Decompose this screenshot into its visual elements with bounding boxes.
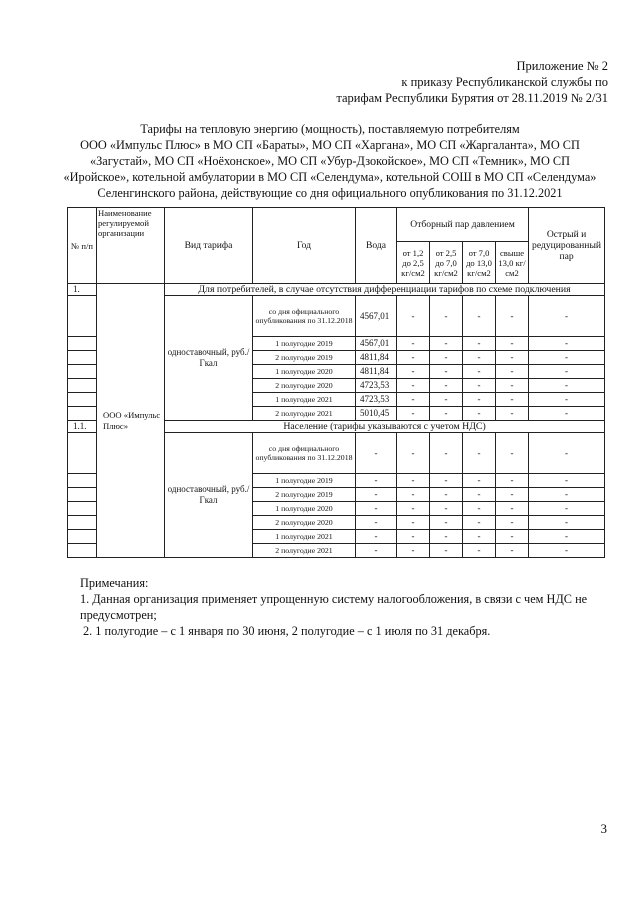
- header-num: № п/п: [68, 208, 97, 284]
- dash-cell: -: [397, 488, 430, 502]
- period-cell: 1 полугодие 2019: [253, 337, 356, 351]
- dash-cell: -: [529, 337, 605, 351]
- dash-cell: -: [397, 502, 430, 516]
- period-cell: 2 полугодие 2020: [253, 379, 356, 393]
- tariff-table: [67, 207, 605, 558]
- title-line-1: Тарифы на тепловую энергию (мощность), поставляемую потребителям: [140, 122, 520, 136]
- water-value: -: [356, 488, 397, 502]
- dash-cell: -: [463, 474, 496, 488]
- dash-cell: -: [529, 474, 605, 488]
- period-cell: 2 полугодие 2019: [253, 488, 356, 502]
- dash-cell: -: [496, 351, 529, 365]
- appendix-line-2: к приказу Республиканской службы по: [401, 75, 608, 89]
- period-cell: 2 полугодие 2019: [253, 351, 356, 365]
- water-value: 4811,84: [356, 351, 397, 365]
- section-1-num: 1.: [68, 284, 97, 296]
- dash-cell: -: [397, 530, 430, 544]
- dash-cell: -: [430, 433, 463, 474]
- dash-cell: -: [430, 516, 463, 530]
- dash-cell: -: [463, 351, 496, 365]
- num-cell: [68, 351, 97, 365]
- org-name: ООО «Импульс Плюс»: [97, 284, 165, 558]
- dash-cell: -: [496, 502, 529, 516]
- section-1-tariff-type: одноставочный, руб./Гкал: [165, 296, 253, 421]
- dash-cell: -: [496, 407, 529, 421]
- title-line-4: «Иройское», котельной амбулатории в МО СП «Селендума», котельной СОШ в МО СП «Селендума»: [63, 170, 597, 184]
- dash-cell: -: [463, 488, 496, 502]
- dash-cell: -: [430, 544, 463, 558]
- dash-cell: -: [397, 365, 430, 379]
- water-value: 4567,01: [356, 337, 397, 351]
- document-title: [60, 121, 600, 201]
- notes-heading: Примечания:: [80, 576, 149, 590]
- header-pressure-2: от 2,5 до 7,0 кг/см2: [430, 242, 463, 284]
- appendix-line-3: тарифам Республики Бурятия от 28.11.2019 № 2/31: [336, 91, 608, 105]
- dash-cell: -: [463, 407, 496, 421]
- section-1-title: Для потребителей, в случае отсутствия дифференциации тарифов по схеме подключения: [165, 284, 605, 296]
- water-value: -: [356, 544, 397, 558]
- dash-cell: -: [529, 393, 605, 407]
- dash-cell: -: [430, 474, 463, 488]
- dash-cell: -: [496, 337, 529, 351]
- dash-cell: -: [496, 379, 529, 393]
- header-steam: Отборный пар давлением: [397, 208, 529, 242]
- dash-cell: -: [397, 544, 430, 558]
- dash-cell: -: [496, 433, 529, 474]
- num-cell: [68, 488, 97, 502]
- dash-cell: -: [397, 393, 430, 407]
- note-2: 2. 1 полугодие – с 1 января по 30 июня, 2 полугодие – с 1 июля по 31 декабря.: [83, 624, 491, 638]
- dash-cell: -: [397, 407, 430, 421]
- period-cell: со дня официального опубликования по 31.12.2018: [253, 433, 356, 474]
- period-cell: 2 полугодие 2020: [253, 516, 356, 530]
- dash-cell: -: [529, 351, 605, 365]
- dash-cell: -: [529, 296, 605, 337]
- dash-cell: -: [430, 351, 463, 365]
- dash-cell: -: [529, 365, 605, 379]
- page-number: 3: [600, 821, 607, 836]
- num-cell: [68, 393, 97, 407]
- dash-cell: -: [496, 516, 529, 530]
- dash-cell: -: [430, 407, 463, 421]
- appendix-header: [308, 58, 608, 106]
- dash-cell: -: [529, 488, 605, 502]
- dash-cell: -: [463, 296, 496, 337]
- dash-cell: -: [463, 502, 496, 516]
- num-cell: [68, 337, 97, 351]
- dash-cell: -: [397, 516, 430, 530]
- dash-cell: -: [463, 379, 496, 393]
- num-cell: [68, 365, 97, 379]
- num-cell: [68, 502, 97, 516]
- section-2-title: Население (тарифы указываются с учетом НДС): [165, 421, 605, 433]
- notes-block: [80, 575, 610, 639]
- num-cell: [68, 544, 97, 558]
- period-cell: 1 полугодие 2020: [253, 365, 356, 379]
- dash-cell: -: [496, 474, 529, 488]
- num-cell: [68, 296, 97, 337]
- period-cell: 1 полугодие 2021: [253, 393, 356, 407]
- dash-cell: -: [529, 433, 605, 474]
- header-pressure-1: от 1,2 до 2,5 кг/см2: [397, 242, 430, 284]
- water-value: -: [356, 516, 397, 530]
- water-value: -: [356, 502, 397, 516]
- water-value: 4811,84: [356, 365, 397, 379]
- dash-cell: -: [529, 530, 605, 544]
- title-line-5: Селенгинского района, действующие со дня официального опубликования по 31.12.2021: [97, 186, 563, 200]
- dash-cell: -: [529, 502, 605, 516]
- dash-cell: -: [463, 365, 496, 379]
- title-line-3: «Загустай», МО СП «Ноёхонское», МО СП «Убур-Дзокойское», МО СП «Темник», МО СП: [90, 154, 570, 168]
- water-value: 4723,53: [356, 379, 397, 393]
- period-cell: 1 полугодие 2019: [253, 474, 356, 488]
- dash-cell: -: [430, 365, 463, 379]
- dash-cell: -: [529, 379, 605, 393]
- dash-cell: -: [463, 530, 496, 544]
- dash-cell: -: [496, 296, 529, 337]
- dash-cell: -: [430, 337, 463, 351]
- header-year: Год: [253, 208, 356, 284]
- dash-cell: -: [397, 379, 430, 393]
- dash-cell: -: [430, 488, 463, 502]
- period-cell: 2 полугодие 2021: [253, 407, 356, 421]
- num-cell: [68, 433, 97, 474]
- dash-cell: -: [496, 544, 529, 558]
- header-tariff-type: Вид тарифа: [165, 208, 253, 284]
- dash-cell: -: [430, 393, 463, 407]
- dash-cell: -: [529, 544, 605, 558]
- dash-cell: -: [397, 433, 430, 474]
- dash-cell: -: [496, 488, 529, 502]
- dash-cell: -: [397, 296, 430, 337]
- dash-cell: -: [430, 296, 463, 337]
- num-cell: [68, 379, 97, 393]
- dash-cell: -: [529, 516, 605, 530]
- dash-cell: -: [463, 516, 496, 530]
- period-cell: 1 полугодие 2021: [253, 530, 356, 544]
- dash-cell: -: [430, 502, 463, 516]
- title-line-2: ООО «Импульс Плюс» в МО СП «Бараты», МО СП «Харгана», МО СП «Жаргаланта», МО СП: [80, 138, 580, 152]
- dash-cell: -: [463, 337, 496, 351]
- water-value: 5010,45: [356, 407, 397, 421]
- header-pressure-4: свыше 13,0 кг/см2: [496, 242, 529, 284]
- header-pressure-3: от 7,0 до 13,0 кг/см2: [463, 242, 496, 284]
- dash-cell: -: [496, 365, 529, 379]
- header-org: Наименование регулируемой организации: [97, 208, 165, 284]
- dash-cell: -: [496, 530, 529, 544]
- section-2-tariff-type: одноставочный, руб./Гкал: [165, 433, 253, 558]
- dash-cell: -: [496, 393, 529, 407]
- dash-cell: -: [430, 379, 463, 393]
- header-water: Вода: [356, 208, 397, 284]
- dash-cell: -: [397, 337, 430, 351]
- num-cell: [68, 530, 97, 544]
- num-cell: [68, 407, 97, 421]
- dash-cell: -: [463, 433, 496, 474]
- period-cell: 1 полугодие 2020: [253, 502, 356, 516]
- note-1: 1. Данная организация применяет упрощенную систему налогообложения, в связи с чем НДС не предусмотрен;: [80, 592, 588, 622]
- water-value: 4567,01: [356, 296, 397, 337]
- dash-cell: -: [430, 530, 463, 544]
- header-sharp-steam: Острый и редуцированный пар: [529, 208, 605, 284]
- num-cell: [68, 474, 97, 488]
- section-2-num: 1.1.: [68, 421, 97, 433]
- appendix-line-1: Приложение № 2: [516, 59, 608, 73]
- water-value: -: [356, 530, 397, 544]
- period-cell: 2 полугодие 2021: [253, 544, 356, 558]
- dash-cell: -: [463, 393, 496, 407]
- dash-cell: -: [529, 407, 605, 421]
- dash-cell: -: [397, 474, 430, 488]
- num-cell: [68, 516, 97, 530]
- period-cell: со дня официального опубликования по 31.12.2018: [253, 296, 356, 337]
- dash-cell: -: [463, 544, 496, 558]
- water-value: -: [356, 433, 397, 474]
- dash-cell: -: [397, 351, 430, 365]
- water-value: 4723,53: [356, 393, 397, 407]
- water-value: -: [356, 474, 397, 488]
